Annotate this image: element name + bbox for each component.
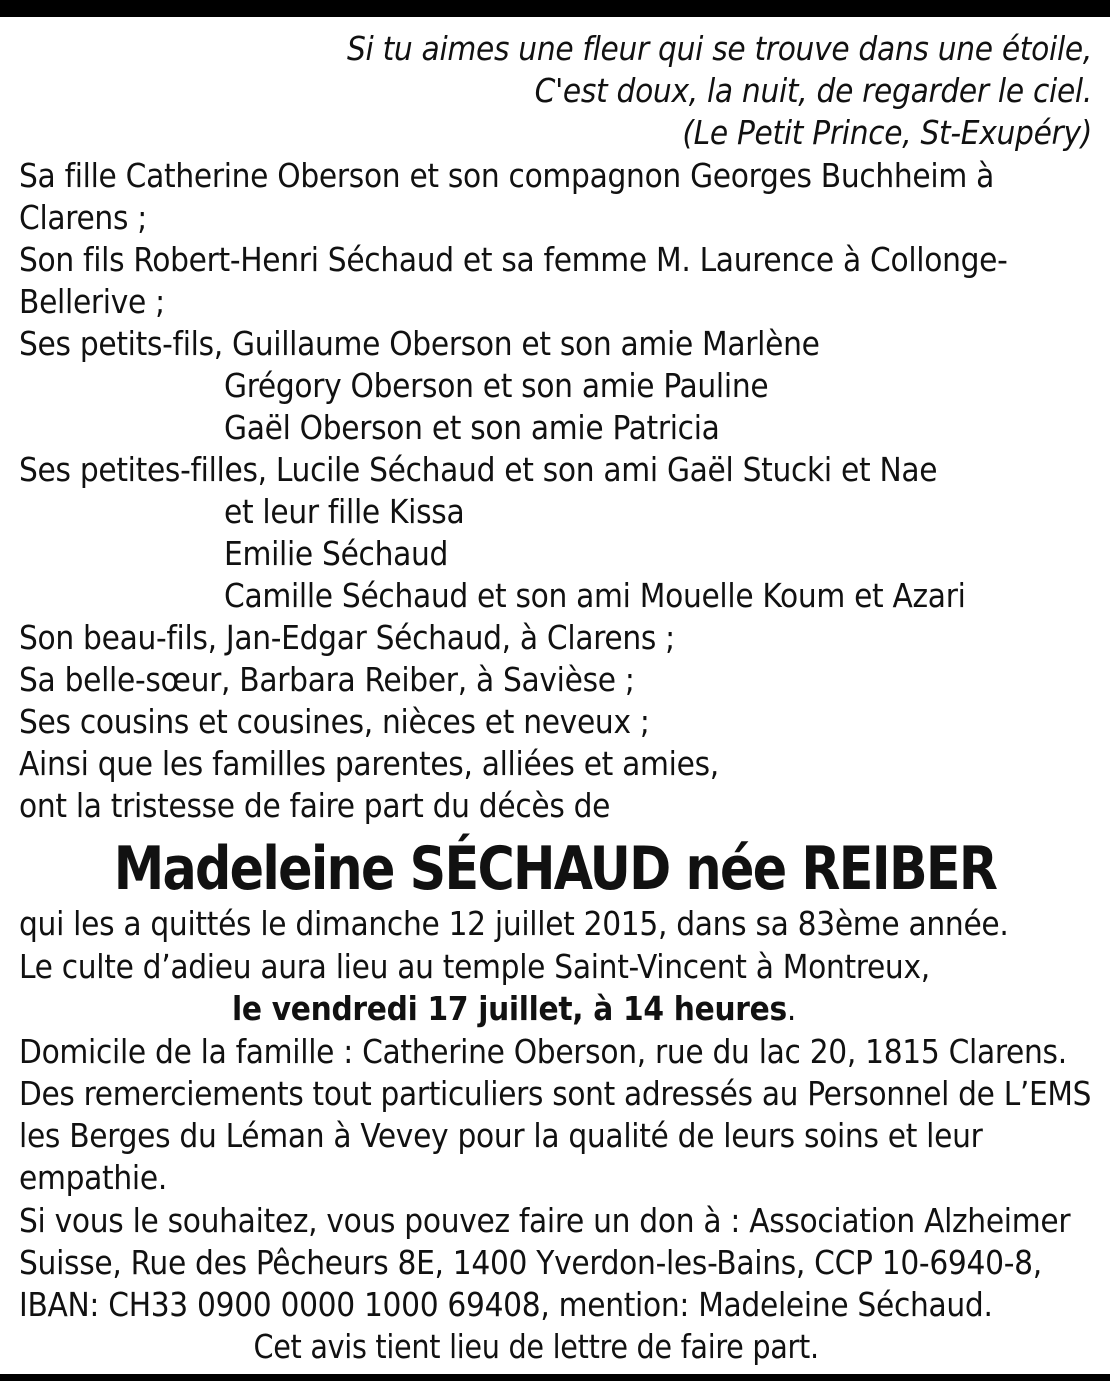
epigraph-line-1: Si tu aimes une fleur qui se trouve dans une étoile,	[346, 29, 1092, 68]
epigraph-source: (Le Petit Prince, St-Exupéry)	[682, 113, 1092, 152]
top-border	[0, 0, 1110, 17]
family-line: Ses petits-fils, Guillaume Oberson et son amie Marlène	[19, 324, 820, 363]
family-line-indented: Grégory Oberson et son amie Pauline	[224, 366, 769, 405]
family-line: Bellerive ;	[19, 282, 165, 321]
family-line: Sa belle-sœur, Barbara Reiber, à Savièse ;	[19, 660, 635, 699]
domicile-line: Domicile de la famille : Catherine Oberson, rue du lac 20, 1815 Clarens.	[19, 1032, 1067, 1071]
thanks-line: les Berges du Léman à Vevey pour la qualité de leurs soins et leur	[19, 1116, 983, 1155]
passing-date-line: qui les a quittés le dimanche 12 juillet 2015, dans sa 83ème année.	[19, 904, 1009, 943]
donation-line: Suisse, Rue des Pêcheurs 8E, 1400 Yverdon-les-Bains, CCP 10-6940-8,	[19, 1243, 1042, 1282]
thanks-line: Des remerciements tout particuliers sont adressés au Personnel de L’EMS	[19, 1074, 1092, 1113]
service-datetime-line	[232, 988, 796, 1030]
family-line-indented: Emilie Séchaud	[224, 534, 449, 573]
family-line-indented: Gaël Oberson et son amie Patricia	[224, 408, 720, 447]
family-line: Ses petites-filles, Lucile Séchaud et son ami Gaël Stucki et Nae	[19, 450, 938, 489]
epigraph-line-2: C'est doux, la nuit, de regarder le ciel.	[534, 71, 1092, 110]
thanks-line: empathie.	[19, 1158, 167, 1197]
family-line: Son beau-fils, Jan-Edgar Séchaud, à Clarens ;	[19, 618, 675, 657]
donation-line: Si vous le souhaitez, vous pouvez faire un don à : Association Alzheimer	[19, 1201, 1071, 1240]
family-line: Ainsi que les familles parentes, alliées et amies,	[19, 744, 719, 783]
donation-line: IBAN: CH33 0900 0000 1000 69408, mention: Madeleine Séchaud.	[19, 1285, 993, 1324]
service-datetime-period: .	[786, 989, 796, 1028]
family-line-indented: et leur fille Kissa	[224, 492, 465, 531]
deceased-name: Madeleine SÉCHAUD née REIBER	[113, 834, 997, 904]
family-line: Son fils Robert-Henri Séchaud et sa femme M. Laurence à Collonge-	[19, 240, 1008, 279]
bottom-border	[0, 1374, 1110, 1381]
family-line: Sa fille Catherine Oberson et son compagnon Georges Buchheim à	[19, 156, 994, 195]
family-line: Clarens ;	[19, 198, 147, 237]
family-line-indented: Camille Séchaud et son ami Mouelle Koum et Azari	[224, 576, 966, 615]
family-line: Ses cousins et cousines, nièces et neveux ;	[19, 702, 650, 741]
closing-line: Cet avis tient lieu de lettre de faire part.	[253, 1327, 819, 1366]
service-location-line: Le culte d’adieu aura lieu au temple Saint-Vincent à Montreux,	[19, 947, 930, 986]
announcement-line: ont la tristesse de faire part du décès de	[19, 786, 611, 825]
service-datetime: le vendredi 17 juillet, à 14 heures	[232, 989, 787, 1028]
